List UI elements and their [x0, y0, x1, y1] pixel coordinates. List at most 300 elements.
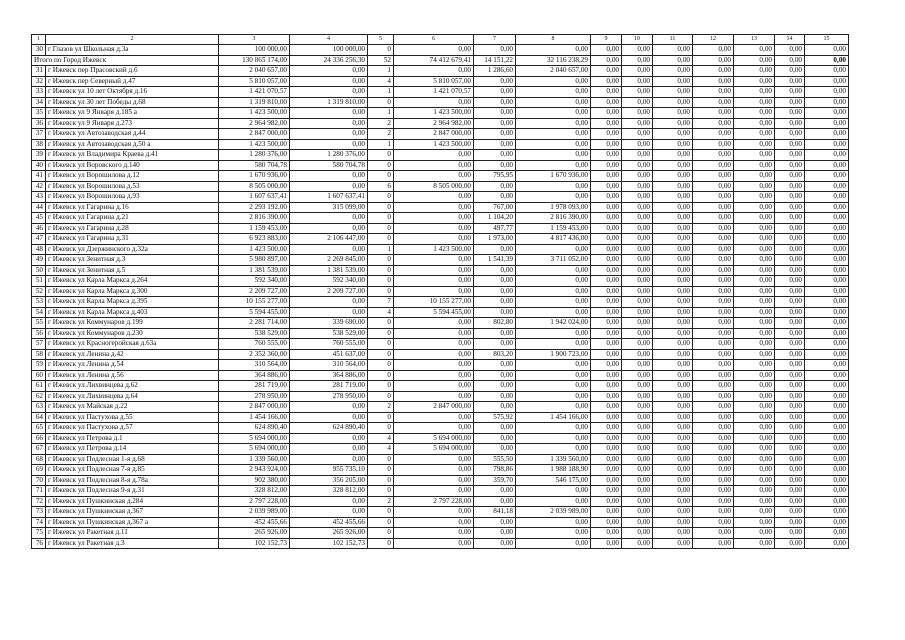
amount-cell: 0,00: [474, 402, 516, 413]
amount-cell: 0,00: [693, 486, 734, 497]
amount-cell: 0,00: [516, 97, 591, 108]
row-number-cell: 39: [32, 150, 46, 161]
count-cell: 0: [368, 517, 394, 528]
column-number-cell: 8: [516, 35, 591, 45]
amount-cell: 0,00: [653, 318, 693, 329]
amount-cell: 0,00: [693, 286, 734, 297]
address-cell: г Ижевск ул 9 Января д.185 а: [46, 108, 219, 119]
column-number-cell: 7: [474, 35, 516, 45]
amount-cell: 0,00: [394, 381, 474, 392]
amount-cell: 0,00: [734, 108, 775, 119]
amount-cell: 1 339 560,00: [219, 454, 290, 465]
amount-cell: 0,00: [653, 255, 693, 266]
amount-cell: 0,00: [516, 339, 591, 350]
amount-cell: 0,00: [693, 496, 734, 507]
amount-cell: 0,00: [290, 307, 368, 318]
amount-cell: 0,00: [775, 328, 805, 339]
amount-cell: 0,00: [653, 202, 693, 213]
table-row: [32, 433, 849, 444]
amount-cell: 328 812,00: [290, 486, 368, 497]
count-cell: 0: [368, 223, 394, 234]
amount-cell: 0,00: [805, 55, 849, 66]
count-cell: 0: [368, 339, 394, 350]
amount-cell: 5 594 455,00: [394, 307, 474, 318]
amount-cell: 0,00: [474, 433, 516, 444]
amount-cell: 0,00: [805, 45, 849, 56]
amount-cell: 1 319 810,00: [290, 97, 368, 108]
amount-cell: 0,00: [775, 339, 805, 350]
amount-cell: 0,00: [693, 45, 734, 56]
amount-cell: 0,00: [693, 412, 734, 423]
amount-cell: 0,00: [775, 423, 805, 434]
amount-cell: 265 926,00: [219, 528, 290, 539]
address-cell: г Ижевск ул Петрова д.1: [46, 433, 219, 444]
table-row: [32, 192, 849, 203]
amount-cell: 2 039 989,00: [219, 507, 290, 518]
amount-cell: 0,00: [622, 139, 653, 150]
amount-cell: 0,00: [474, 118, 516, 129]
amount-cell: 2 040 657,00: [516, 66, 591, 77]
amount-cell: 0,00: [734, 454, 775, 465]
table-row: [32, 444, 849, 455]
amount-cell: 102 152,73: [290, 538, 368, 549]
amount-cell: 1 159 453,00: [516, 223, 591, 234]
amount-cell: 5 810 057,00: [219, 76, 290, 87]
amount-cell: 0,00: [516, 328, 591, 339]
address-cell: г Ижевск ул Карла Маркса д.403: [46, 307, 219, 318]
amount-cell: 0,00: [734, 45, 775, 56]
row-number-cell: 30: [32, 45, 46, 56]
amount-cell: 0,00: [591, 139, 622, 150]
amount-cell: 74 412 679,41: [394, 55, 474, 66]
table-row: [32, 339, 849, 350]
address-cell: г Ижевск ул Автозаводская д.44: [46, 129, 219, 140]
amount-cell: 0,00: [693, 234, 734, 245]
amount-cell: 0,00: [516, 192, 591, 203]
amount-cell: 0,00: [474, 360, 516, 371]
amount-cell: 0,00: [734, 339, 775, 350]
table-row: [32, 244, 849, 255]
amount-cell: 0,00: [734, 307, 775, 318]
amount-cell: 0,00: [805, 171, 849, 182]
amount-cell: 0,00: [474, 307, 516, 318]
amount-cell: 0,00: [734, 150, 775, 161]
amount-cell: 0,00: [775, 234, 805, 245]
amount-cell: 1 159 453,00: [219, 223, 290, 234]
amount-cell: 0,00: [622, 328, 653, 339]
table-row: [32, 150, 849, 161]
amount-cell: 0,00: [622, 444, 653, 455]
amount-cell: 2 847 000,00: [394, 129, 474, 140]
address-cell: г Ижевск ул Ленина д.42: [46, 349, 219, 360]
amount-cell: 0,00: [653, 213, 693, 224]
amount-cell: 0,00: [805, 339, 849, 350]
address-cell: г Ижевск ул Коммунаров д.230: [46, 328, 219, 339]
amount-cell: 0,00: [805, 265, 849, 276]
row-number-cell: 61: [32, 381, 46, 392]
amount-cell: 0,00: [734, 517, 775, 528]
amount-cell: 0,00: [591, 412, 622, 423]
amount-cell: 0,00: [734, 391, 775, 402]
row-number-cell: 74: [32, 517, 46, 528]
amount-cell: 0,00: [775, 192, 805, 203]
amount-cell: 0,00: [693, 213, 734, 224]
amount-cell: 452 455,66: [290, 517, 368, 528]
amount-cell: 0,00: [805, 423, 849, 434]
amount-cell: 0,00: [775, 486, 805, 497]
amount-cell: 0,00: [474, 45, 516, 56]
amount-cell: 0,00: [805, 528, 849, 539]
amount-cell: 0,00: [775, 517, 805, 528]
table-row: [32, 486, 849, 497]
count-cell: 7: [368, 297, 394, 308]
amount-cell: 0,00: [805, 370, 849, 381]
amount-cell: 0,00: [693, 181, 734, 192]
row-number-cell: 65: [32, 423, 46, 434]
count-cell: 0: [368, 255, 394, 266]
amount-cell: 0,00: [734, 402, 775, 413]
amount-cell: 0,00: [591, 171, 622, 182]
amount-cell: 0,00: [622, 454, 653, 465]
amount-cell: 2 816 390,00: [516, 213, 591, 224]
amount-cell: 0,00: [474, 192, 516, 203]
address-cell: г Ижевск ул Ленина д.54: [46, 360, 219, 371]
amount-cell: 0,00: [622, 213, 653, 224]
amount-cell: 0,00: [653, 118, 693, 129]
table-row: [32, 391, 849, 402]
amount-cell: 102 152,73: [219, 538, 290, 549]
count-cell: 1: [368, 108, 394, 119]
address-cell: г Ижевск ул Пушкинская д.367 а: [46, 517, 219, 528]
amount-cell: 0,00: [474, 129, 516, 140]
amount-cell: 328 812,00: [219, 486, 290, 497]
address-cell: г Ижевск ул Лихвинцева д.64: [46, 391, 219, 402]
row-number-cell: 71: [32, 486, 46, 497]
amount-cell: 0,00: [693, 339, 734, 350]
address-cell: г Ижевск пер Прасовский д.6: [46, 66, 219, 77]
amount-cell: 1 423 500,00: [219, 139, 290, 150]
amount-cell: 0,00: [622, 517, 653, 528]
count-cell: 0: [368, 265, 394, 276]
amount-cell: 624 890,40: [219, 423, 290, 434]
row-number-cell: 52: [32, 286, 46, 297]
amount-cell: 0,00: [693, 391, 734, 402]
amount-cell: 0,00: [805, 97, 849, 108]
amount-cell: 0,00: [775, 181, 805, 192]
row-number-cell: 42: [32, 181, 46, 192]
amount-cell: 1 942 024,00: [516, 318, 591, 329]
amount-cell: 0,00: [775, 402, 805, 413]
amount-cell: 0,00: [474, 160, 516, 171]
amount-cell: 0,00: [734, 412, 775, 423]
amount-cell: 0,00: [394, 538, 474, 549]
count-cell: 0: [368, 412, 394, 423]
amount-cell: 2 847 000,00: [219, 402, 290, 413]
amount-cell: 6 923 883,00: [219, 234, 290, 245]
table-row: [32, 307, 849, 318]
amount-cell: 1 988 188,90: [516, 465, 591, 476]
count-cell: 52: [368, 55, 394, 66]
amount-cell: 14 151,22: [474, 55, 516, 66]
amount-cell: 0,00: [622, 118, 653, 129]
amount-cell: 0,00: [805, 202, 849, 213]
amount-cell: 0,00: [653, 192, 693, 203]
amount-cell: 0,00: [591, 76, 622, 87]
count-cell: 0: [368, 160, 394, 171]
row-number-cell: 40: [32, 160, 46, 171]
amount-cell: 0,00: [474, 370, 516, 381]
amount-cell: 1 900 723,00: [516, 349, 591, 360]
amount-cell: 0,00: [693, 150, 734, 161]
amount-cell: 538 529,00: [219, 328, 290, 339]
amount-cell: 0,00: [591, 381, 622, 392]
amount-cell: 0,00: [516, 160, 591, 171]
amount-cell: 0,00: [591, 391, 622, 402]
amount-cell: 0,00: [653, 370, 693, 381]
amount-cell: 0,00: [516, 45, 591, 56]
row-number-cell: 41: [32, 171, 46, 182]
count-cell: 1: [368, 244, 394, 255]
amount-cell: 0,00: [775, 171, 805, 182]
row-number-cell: 35: [32, 108, 46, 119]
amount-cell: 0,00: [734, 139, 775, 150]
amount-cell: 0,00: [516, 360, 591, 371]
table-row: [32, 87, 849, 98]
amount-cell: 0,00: [805, 244, 849, 255]
count-cell: 0: [368, 507, 394, 518]
amount-cell: 0,00: [693, 129, 734, 140]
amount-cell: 0,00: [653, 444, 693, 455]
amount-cell: 0,00: [653, 55, 693, 66]
count-cell: 4: [368, 433, 394, 444]
amount-cell: 0,00: [474, 265, 516, 276]
row-number-cell: 66: [32, 433, 46, 444]
amount-cell: 0,00: [693, 402, 734, 413]
address-cell: г Ижевск ул Пушкинская д.367: [46, 507, 219, 518]
amount-cell: 0,00: [734, 538, 775, 549]
amount-cell: 278 950,00: [290, 391, 368, 402]
amount-cell: 0,00: [474, 297, 516, 308]
amount-cell: 0,00: [653, 234, 693, 245]
amount-cell: 0,00: [591, 129, 622, 140]
table-body: [32, 35, 849, 549]
amount-cell: 0,00: [516, 370, 591, 381]
amount-cell: 0,00: [734, 66, 775, 77]
amount-cell: 0,00: [622, 87, 653, 98]
count-cell: 0: [368, 318, 394, 329]
amount-cell: 0,00: [394, 160, 474, 171]
row-number-cell: 69: [32, 465, 46, 476]
amount-cell: 0,00: [693, 223, 734, 234]
amount-cell: 0,00: [775, 444, 805, 455]
amount-cell: 0,00: [591, 454, 622, 465]
amount-cell: 0,00: [591, 360, 622, 371]
amount-cell: 0,00: [622, 402, 653, 413]
amount-cell: 0,00: [591, 160, 622, 171]
amount-cell: 0,00: [734, 118, 775, 129]
amount-cell: 0,00: [734, 528, 775, 539]
amount-cell: 0,00: [290, 444, 368, 455]
amount-cell: 0,00: [394, 486, 474, 497]
amount-cell: 0,00: [653, 286, 693, 297]
amount-cell: 0,00: [805, 475, 849, 486]
amount-cell: 0,00: [693, 55, 734, 66]
amount-cell: 1 978 093,00: [516, 202, 591, 213]
table-row: [32, 223, 849, 234]
table-row: [32, 318, 849, 329]
amount-cell: 0,00: [775, 160, 805, 171]
amount-cell: 281 719,00: [290, 381, 368, 392]
amount-cell: 767,00: [474, 202, 516, 213]
amount-cell: 0,00: [734, 486, 775, 497]
amount-cell: 592 340,00: [219, 276, 290, 287]
row-number-cell: 33: [32, 87, 46, 98]
amount-cell: 0,00: [591, 108, 622, 119]
amount-cell: 0,00: [653, 412, 693, 423]
table-row: [32, 265, 849, 276]
amount-cell: 0,00: [734, 55, 775, 66]
amount-cell: 0,00: [394, 339, 474, 350]
amount-cell: 2 797 228,00: [394, 496, 474, 507]
amount-cell: 8 505 000,00: [219, 181, 290, 192]
amount-cell: 1 381 539,00: [219, 265, 290, 276]
amount-cell: 0,00: [591, 150, 622, 161]
amount-cell: 10 155 277,00: [219, 297, 290, 308]
amount-cell: 0,00: [516, 538, 591, 549]
amount-cell: 0,00: [591, 297, 622, 308]
amount-cell: 0,00: [591, 507, 622, 518]
amount-cell: 0,00: [591, 433, 622, 444]
row-number-cell: 60: [32, 370, 46, 381]
amount-cell: 3 711 052,00: [516, 255, 591, 266]
amount-cell: 32 116 238,29: [516, 55, 591, 66]
amount-cell: 310 564,00: [219, 360, 290, 371]
address-cell: г Ижевск ул Ворошилова д.93: [46, 192, 219, 203]
amount-cell: 0,00: [622, 297, 653, 308]
amount-cell: 0,00: [805, 538, 849, 549]
amount-cell: 0,00: [693, 328, 734, 339]
amount-cell: 624 890,40: [290, 423, 368, 434]
amount-cell: 0,00: [474, 496, 516, 507]
amount-cell: 0,00: [734, 507, 775, 518]
amount-cell: 0,00: [805, 307, 849, 318]
amount-cell: 0,00: [516, 423, 591, 434]
amount-cell: 5 694 000,00: [219, 433, 290, 444]
table-row: [32, 528, 849, 539]
amount-cell: 0,00: [622, 276, 653, 287]
amount-cell: 0,00: [775, 76, 805, 87]
amount-cell: 0,00: [591, 66, 622, 77]
amount-cell: 0,00: [653, 160, 693, 171]
count-cell: 2: [368, 402, 394, 413]
amount-cell: 0,00: [591, 192, 622, 203]
amount-cell: 0,00: [591, 318, 622, 329]
amount-cell: 0,00: [394, 412, 474, 423]
amount-cell: 0,00: [653, 45, 693, 56]
amount-cell: 0,00: [591, 234, 622, 245]
amount-cell: 0,00: [516, 496, 591, 507]
count-cell: 0: [368, 202, 394, 213]
count-cell: 2: [368, 496, 394, 507]
count-cell: 0: [368, 360, 394, 371]
table-row: [32, 349, 849, 360]
amount-cell: 0,00: [653, 181, 693, 192]
amount-cell: 0,00: [653, 349, 693, 360]
amount-cell: 0,00: [290, 496, 368, 507]
count-cell: 0: [368, 423, 394, 434]
row-number-cell: 64: [32, 412, 46, 423]
table-row: [32, 370, 849, 381]
amount-cell: 0,00: [653, 475, 693, 486]
count-cell: 0: [368, 171, 394, 182]
amount-cell: 2 847 000,00: [394, 402, 474, 413]
amount-cell: 0,00: [805, 360, 849, 371]
table-row: [32, 517, 849, 528]
amount-cell: 0,00: [653, 391, 693, 402]
amount-cell: 0,00: [775, 381, 805, 392]
amount-cell: 0,00: [775, 97, 805, 108]
amount-cell: 0,00: [516, 528, 591, 539]
amount-cell: 1 104,20: [474, 213, 516, 224]
amount-cell: 10 155 277,00: [394, 297, 474, 308]
amount-cell: 0,00: [775, 286, 805, 297]
amount-cell: 0,00: [805, 349, 849, 360]
amount-cell: 0,00: [805, 486, 849, 497]
amount-cell: 0,00: [734, 255, 775, 266]
amount-cell: 0,00: [775, 475, 805, 486]
count-cell: 2: [368, 118, 394, 129]
address-cell: г Ижевск ул 10 лет Октября д.16: [46, 87, 219, 98]
amount-cell: 0,00: [591, 286, 622, 297]
address-cell: г Ижевск ул 9 Января д.273: [46, 118, 219, 129]
report-sheet: [31, 34, 849, 549]
amount-cell: 0,00: [734, 76, 775, 87]
amount-cell: 0,00: [805, 255, 849, 266]
address-cell: г Ижевск ул Подлесная 1-я д.68: [46, 454, 219, 465]
amount-cell: 0,00: [693, 171, 734, 182]
amount-cell: 0,00: [805, 66, 849, 77]
row-number-cell: 63: [32, 402, 46, 413]
address-cell: г Ижевск ул Подлесная 7-я д.85: [46, 465, 219, 476]
address-cell: г Ижевск ул Автозаводская д.50 а: [46, 139, 219, 150]
amount-cell: 0,00: [805, 160, 849, 171]
amount-cell: 0,00: [622, 255, 653, 266]
amount-cell: 0,00: [653, 108, 693, 119]
table-row: [32, 171, 849, 182]
amount-cell: 1 319 810,00: [219, 97, 290, 108]
amount-cell: 100 000,00: [219, 45, 290, 56]
amount-cell: 0,00: [805, 297, 849, 308]
table-row: [32, 202, 849, 213]
amount-cell: 0,00: [805, 444, 849, 455]
amount-cell: 1 286,60: [474, 66, 516, 77]
address-cell: г Ижевск ул Карла Маркса д.264: [46, 276, 219, 287]
amount-cell: 0,00: [394, 475, 474, 486]
amount-cell: 0,00: [775, 108, 805, 119]
address-cell: г Ижевск ул Ракетная д.11: [46, 528, 219, 539]
amount-cell: 0,00: [474, 76, 516, 87]
amount-cell: 0,00: [653, 507, 693, 518]
row-number-cell: 47: [32, 234, 46, 245]
amount-cell: 0,00: [622, 318, 653, 329]
address-cell: г Ижевск ул Карла Маркса д.300: [46, 286, 219, 297]
amount-cell: 0,00: [394, 171, 474, 182]
amount-cell: 0,00: [622, 496, 653, 507]
amount-cell: 5 694 000,00: [219, 444, 290, 455]
amount-cell: 0,00: [805, 391, 849, 402]
amount-cell: 0,00: [693, 444, 734, 455]
amount-cell: 24 336 256,30: [290, 55, 368, 66]
